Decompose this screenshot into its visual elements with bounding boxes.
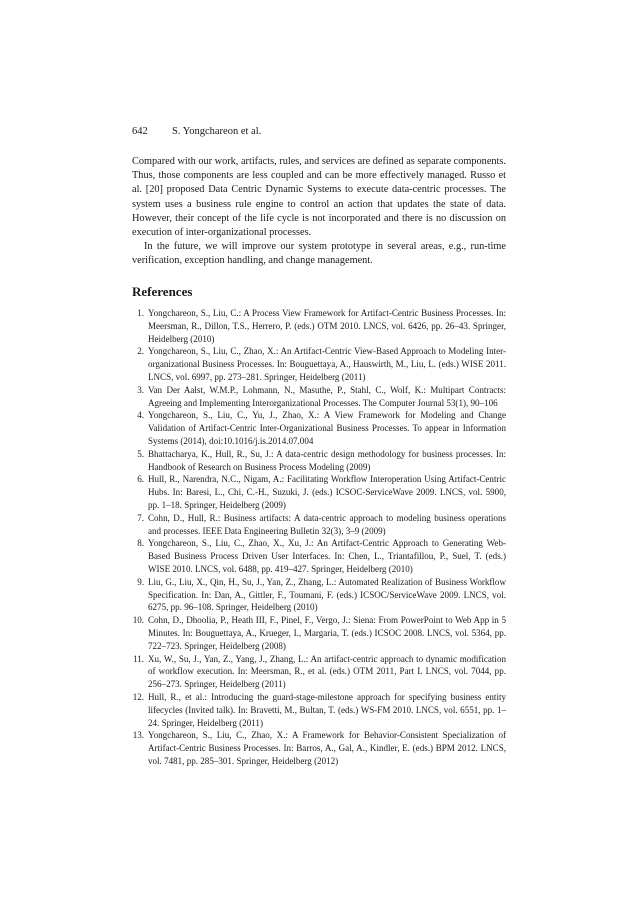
reference-number: 2. [137, 346, 144, 357]
reference-number: 6. [137, 474, 144, 485]
reference-number: 8. [137, 538, 144, 549]
reference-text: Yongchareon, S., Liu, C., Zhao, X.: A Framework for Behavior-Consistent Specialization of Artifact-Centric Business Processes. In: Barros, A., Gal, A., Kindler, E. (eds.) BPM 2012. LNCS, vol. 7481, pp. 285–301. Springer, Heidelberg (2012) [148, 730, 506, 766]
reference-item [132, 512, 506, 538]
reference-text: Yongchareon, S., Liu, C., Zhao, X., Xu, J.: An Artifact-Centric Approach to Generating Web-Based Business Process Driven User Interfaces. In: Chen, L., Triantafillou, P., Suel, T. (eds.) WISE 2010. LNCS, vol. 6488, pp. 419–427. Springer, Heidelberg (2010) [148, 538, 506, 574]
running-head-authors: S. Yongchareon et al. [172, 126, 262, 137]
reference-number: 1. [137, 308, 144, 318]
reference-number: 13. [132, 730, 144, 741]
reference-text: Bhattacharya, K., Hull, R., Su, J.: A data-centric design methodology for business processes. In: Handbook of Research on Business Process Modeling (2009) [148, 448, 506, 472]
reference-item [132, 614, 506, 652]
reference-item [132, 448, 506, 474]
reference-item [132, 345, 506, 383]
reference-text: Hull, R., Narendra, N.C., Nigam, A.: Facilitating Workflow Interoperation Using Artifact-Centric Hubs. In: Baresi, L., Chi, C.-H., Suzuki, J. (eds.) ICSOC-ServiceWave 2009. LNCS, vol. 5900, pp. 1–18. Springer, Heidelberg (2009) [148, 474, 506, 510]
paragraph: Compared with our work, artifacts, rules, and services are defined as separate components. Thus, those components are less coupled and can be more effectively managed. Russo et al. [20] proposed Data Centric Dynamic Systems to execute data-centric processes. The system uses a business rule engine to control an action that updates the state of data. However, their concept of the life cycle is not incorporated and there is no discussion on execution of inter-organizational processes. [132, 156, 506, 239]
reference-number: 5. [137, 448, 144, 459]
references-heading: References [132, 284, 193, 299]
reference-text: Yongchareon, S., Liu, C., Yu, J., Zhao, X.: A View Framework for Modeling and Change Validation of Artifact-Centric Inter-Organizational Business Processes. To appear in Information Systems (2014), doi:10.1016/j.is.2014.07.004 [148, 410, 506, 446]
reference-text: Van Der Aalst, W.M.P., Lohmann, N., Masuthe, P., Stahl, C., Wolf, K.: Multipart Contracts: Agreeing and Implementing Interorganizational Processes. The Computer Journal 53(1), 90–106 [148, 384, 506, 408]
reference-text: Yongchareon, S., Liu, C., Zhao, X.: An Artifact-Centric View-Based Approach to Modeling Inter-organizational Business Processes. In: Bouguettaya, A., Hauswirth, M., Liu, L. (eds.) WISE 2011. LNCS, vol. 6997, pp. 273–281. Springer, Heidelberg (2011) [148, 346, 506, 382]
reference-number: 12. [132, 691, 144, 702]
reference-number: 11. [133, 653, 144, 664]
references-list [132, 307, 506, 768]
page-number: 642 [132, 126, 148, 137]
reference-item [132, 576, 506, 614]
reference-item [132, 409, 506, 447]
reference-text: Cohn, D., Dhoolia, P., Heath III, F., Pinel, F., Vergo, J.: Siena: From PowerPoint to Web App in 5 Minutes. In: Bouguettaya, A., Krueger, I., Margaria, T. (eds.) ICSOC 2008. LNCS, vol. 5364, pp. 722–723. Springer, Heidelberg (2008) [148, 615, 506, 651]
reference-item [132, 691, 506, 729]
running-head [132, 125, 261, 138]
reference-number: 4. [137, 410, 144, 421]
body-text [132, 155, 506, 269]
reference-text: Hull, R., et al.: Introducing the guard-stage-milestone approach for specifying business entity lifecycles (Invited talk). In: Bravetti, M., Bultan, T. (eds.) WS-FM 2010. LNCS, vol. 6551, pp. 1–24. Springer, Heidelberg (2011) [148, 691, 506, 728]
reference-text: Yongchareon, S., Liu, C.: A Process View Framework for Artifact-Centric Business Processes. In: Meersman, R., Dillon, T.S., Herrero, P. (eds.) OTM 2010. LNCS, vol. 6426, pp. 26–43. Springer, Heidelberg (2010) [148, 308, 506, 344]
reference-item [132, 537, 506, 575]
reference-item [132, 307, 506, 345]
reference-item [132, 473, 506, 511]
paragraph: In the future, we will improve our system prototype in several areas, e.g., run-time verification, exception handling, and change management. [132, 241, 506, 267]
reference-text: Liu, G., Liu, X., Qin, H., Su, J., Yan, Z., Zhang, L.: Automated Realization of Business Workflow Specification. In: Dan, A., Gittler, F., Toumani, F. (eds.) ICSOC/ServiceWave 2009. LNCS, vol. 6275, pp. 96–108. Springer, Heidelberg (2010) [148, 576, 506, 613]
reference-text: Cohn, D., Hull, R.: Business artifacts: A data-centric approach to modeling business operations and processes. IEEE Data Engineering Bulletin 32(3), 3–9 (2009) [148, 512, 506, 536]
reference-number: 9. [137, 576, 144, 587]
reference-number: 3. [137, 384, 144, 395]
reference-item [132, 384, 506, 410]
reference-item [132, 653, 506, 691]
reference-item [132, 729, 506, 767]
reference-number: 10. [132, 615, 144, 626]
reference-text: Xu, W., Su, J., Yan, Z., Yang, J., Zhang, L.: An artifact-centric approach to dynamic modification of workflow execution. In: Meersman, R., et al. (eds.) OTM 2011, Part I. LNCS, vol. 7044, pp. 256–273. Springer, Heidelberg (2011) [148, 653, 506, 690]
reference-number: 7. [137, 512, 144, 523]
